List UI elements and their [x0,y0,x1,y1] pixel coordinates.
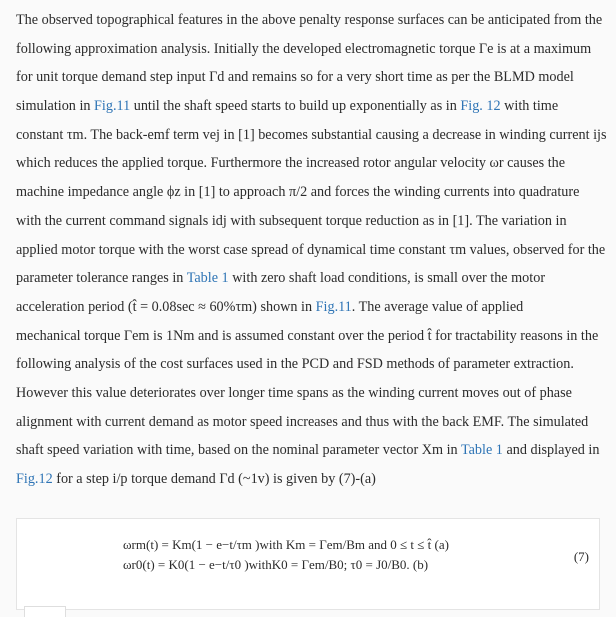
reference-link[interactable]: Fig.11 [94,98,131,115]
paragraph-line: mechanical torque Γem is 1Nm and is assumed constant over the period t̂ for tractability reasons in the [16,327,599,344]
paragraph-line: parameter tolerance ranges in Table 1 with zero shaft load conditions, is small over the motor [16,270,546,287]
equation-box [16,518,600,610]
paragraph-line: simulation in Fig.11 until the shaft speed starts to build up exponentially as in Fig. 12 with time [16,98,559,115]
paragraph-line: Fig.12 for a step i/p torque demand Γd (~1v) is given by (7)-(a) [16,471,376,487]
equation-7a: ωrm(t) = Km(1 − e−t/τm )with Km = Γem/Bm and 0 ≤ t ≤ t̂ (a) [123,537,449,552]
paragraph-line: However this value deteriorates over longer time spans as the winding current moves out of phase [16,384,572,401]
reference-link[interactable]: Table 1 [186,270,229,287]
reference-link[interactable]: Table 1 [460,442,503,459]
paragraph-line: The observed topographical features in the above penalty response surfaces can be anticipated from the [16,12,603,28]
equation-7b: ωr0(t) = K0(1 − e−t/τ0 )withK0 = Γem/B0; τ0 = J0/B0. (b) [123,557,429,572]
paragraph-line: which reduces the applied torque. Furthermore the increased rotor angular velocity ωr causes the [16,155,566,172]
paragraph-line: alignment with current demand as motor speed increases and thus with the back EMF. The simulated [16,413,589,430]
paragraph-line: with the current command signals idj with subsequent torque reduction as in [1]. The variation in [16,212,567,229]
paragraph-line: following analysis of the cost surfaces used in the PCD and FSD methods of parameter extraction. [16,356,574,373]
paragraph-line: acceleration period (t̂ = 0.08sec ≈ 60%τm) shown in Fig.11. The average value of applied [16,298,524,315]
paragraph-line: following approximation analysis. Initially the developed electromagnetic torque Γe is at a maximum [16,40,592,57]
paragraph-line: shaft speed variation with time, based on the nominal parameter vector Xm in Table 1 and displayed in [16,442,600,459]
body-paragraph [16,6,608,494]
paragraph-line: for unit torque demand step input Γd and remains so for a very short time as per the BLMD model [16,69,574,86]
paragraph-line: applied motor torque with the worst case spread of dynamical time constant τm values, observed for the [16,241,606,258]
paragraph-line: constant τm. The back-emf term vej in [1] becomes substantial causing a decrease in winding current ijs [16,126,607,143]
paragraph-line: machine impedance angle ϕz in [1] to approach π/2 and forces the winding currents into quadrature [16,184,580,201]
reference-link[interactable]: Fig.11 [315,298,352,315]
next-box-edge [24,606,66,617]
reference-link[interactable]: Fig. 12 [460,98,501,115]
equation-number: (7) [573,549,589,564]
reference-link[interactable]: Fig.12 [16,471,53,487]
